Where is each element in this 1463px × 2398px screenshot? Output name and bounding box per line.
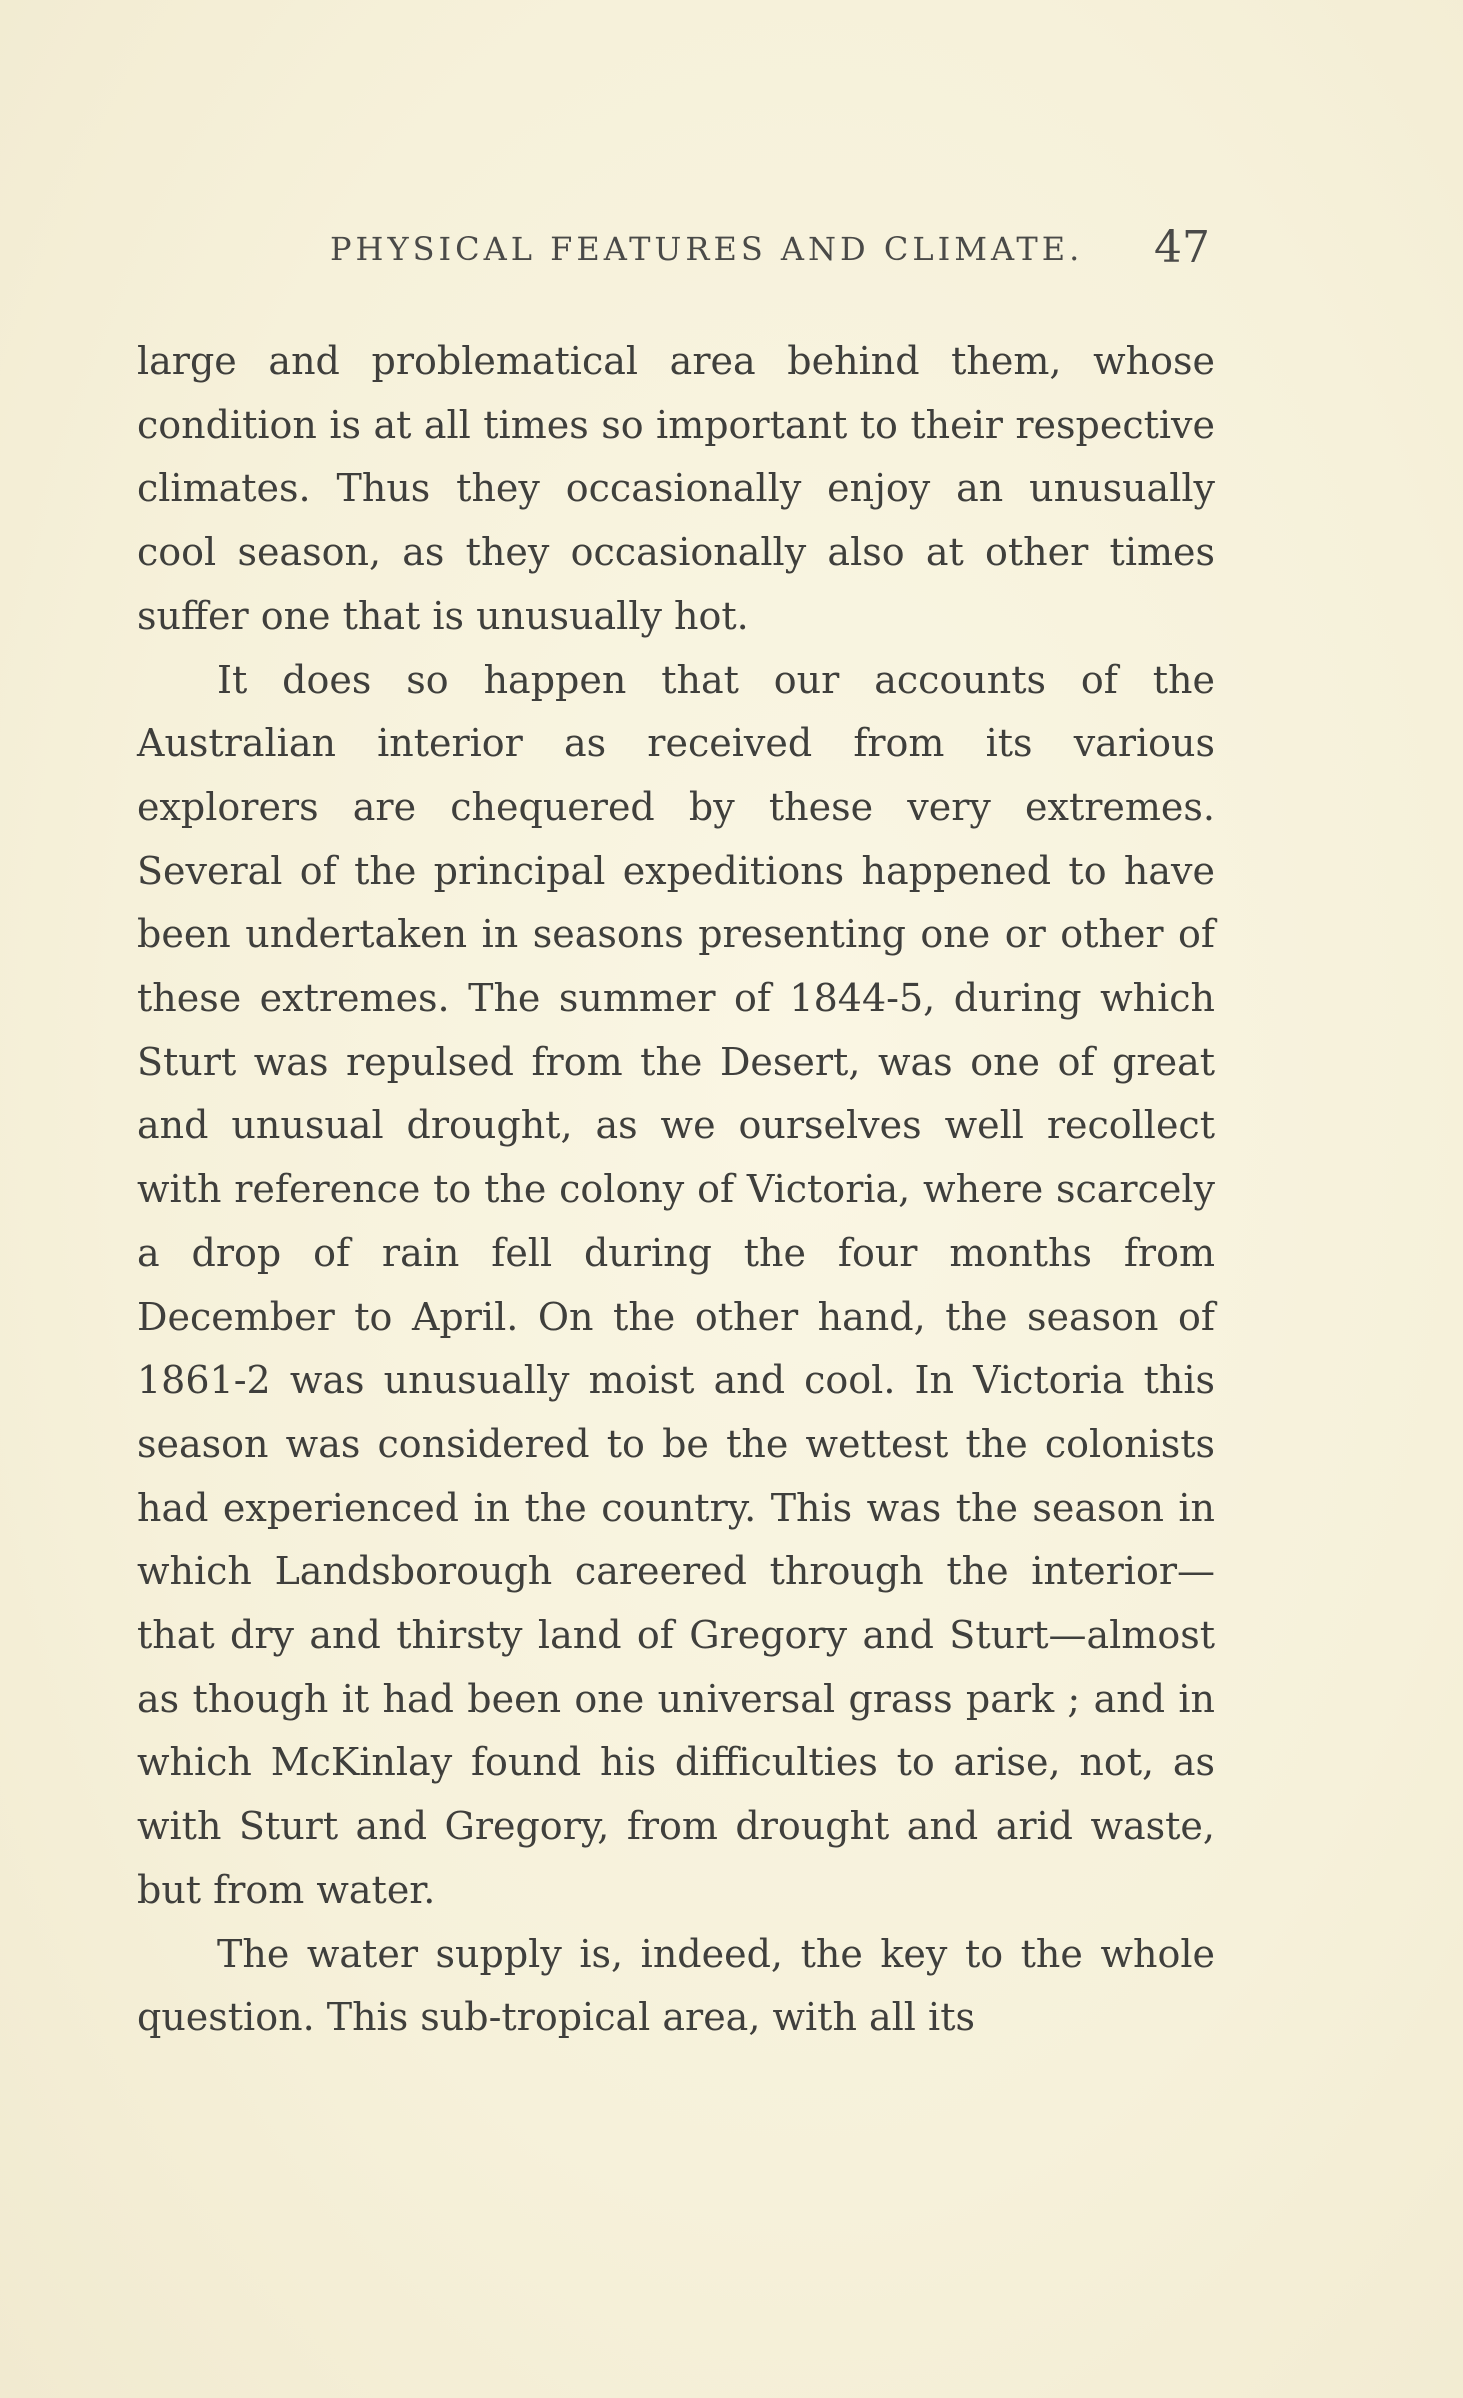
page-number: 47 bbox=[1154, 222, 1210, 273]
running-title: PHYSICAL FEATURES AND CLIMATE. bbox=[330, 230, 1084, 268]
paragraph-explorers: It does so happen that our accounts of the Australian interior as received from its various explorers are chequered by these very extremes. Several of the principal expeditions happened to have been undertaken in seasons presenting one or other of these extremes. The summer of 1844-5, during which Sturt was repulsed from the Desert, was one of great and unusual drought, as we ourselves well recollect with reference to the colony of Victoria, where scarcely a drop of rain fell during the four months from December to April. On the other hand, the season of 1861-2 was unusually moist and cool. In Victoria this season was considered to be the wettest the colonists had experienced in the country. This was the season in which Landsborough careered through the interior—that dry and thirsty land of Gregory and Sturt—almost as though it had been one universal grass park ; and in which McKinlay found his difficulties to arise, not, as with Sturt and Gregory, from drought and arid waste, but from water. bbox=[137, 657, 1215, 1912]
paragraph-water-supply: The water supply is, indeed, the key to the whole question. This sub-tropical area, with all its bbox=[137, 1931, 1215, 2040]
body-text bbox=[137, 330, 1215, 2050]
running-head bbox=[330, 222, 1230, 282]
paragraph-continued: large and problematical area behind them, whose condition is at all times so important to their respective climates. Thus they occasionally enjoy an unusually cool season, as they occasionally also at other times suffer one that is unusually hot. bbox=[137, 339, 1215, 638]
